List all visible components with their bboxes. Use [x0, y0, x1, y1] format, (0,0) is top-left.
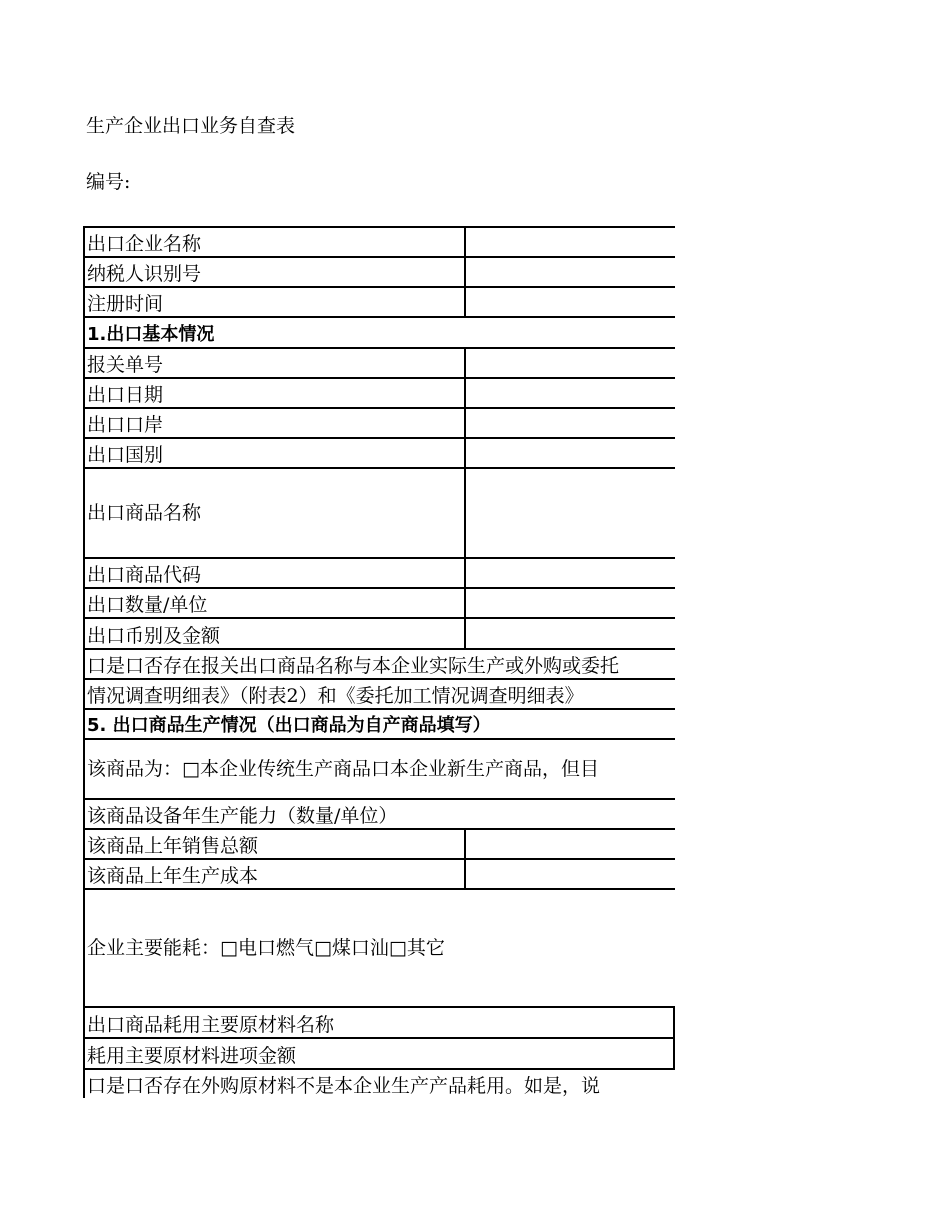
row-currency-amount	[85, 619, 675, 650]
section-production	[85, 710, 675, 740]
currency-amount-field[interactable]	[464, 619, 675, 648]
row-export-port	[85, 409, 675, 439]
product-type-options[interactable]: 该商品为：□本企业传统生产商品口本企业新生产商品，但目	[87, 758, 599, 780]
self-check-form-table	[83, 226, 675, 1098]
row-energy-consumption	[85, 890, 675, 1008]
company-name-label: 出口企业名称	[87, 233, 202, 255]
row-attachment-reference	[85, 680, 675, 710]
attachment-reference-text: 情况调查明细表》（附表2）和《委托加工情况调查明细表》	[87, 685, 584, 707]
row-product-name	[85, 469, 675, 559]
raw-material-check-text: 口是口否存在外购原材料不是本企业生产产品耗用。如是，说	[87, 1075, 601, 1097]
export-country-label: 出口国别	[87, 444, 164, 466]
declaration-number-label: 报关单号	[87, 354, 164, 376]
name-mismatch-check-text: 口是口否存在报关出口商品名称与本企业实际生产或外购或委托	[87, 655, 620, 677]
last-year-sales-label: 该商品上年销售总额	[87, 835, 259, 857]
production-capacity-label: 该商品设备年生产能力（数量/单位）	[87, 805, 398, 827]
row-quantity-unit	[85, 589, 675, 619]
row-company-name	[85, 228, 675, 258]
last-year-cost-label: 该商品上年生产成本	[87, 865, 259, 887]
raw-material-amount-label: 耗用主要原材料进项金额	[87, 1045, 297, 1067]
currency-amount-label: 出口币别及金额	[87, 625, 221, 647]
last-year-sales-field[interactable]	[464, 830, 675, 858]
row-product-type	[85, 740, 675, 800]
export-port-label: 出口口岸	[87, 414, 164, 436]
row-product-code	[85, 559, 675, 589]
section-export-basics	[85, 318, 675, 349]
row-taxpayer-id	[85, 258, 675, 288]
row-raw-material-name	[85, 1008, 675, 1039]
last-year-cost-field[interactable]	[464, 860, 675, 888]
row-name-mismatch-check	[85, 650, 675, 680]
row-production-capacity	[85, 800, 675, 830]
export-date-field[interactable]	[464, 379, 675, 407]
product-code-label: 出口商品代码	[87, 564, 202, 586]
section-export-basics-heading: 1.出口基本情况	[87, 324, 215, 345]
registration-time-label: 注册时间	[87, 293, 164, 315]
row-export-date	[85, 379, 675, 409]
row-registration-time	[85, 288, 675, 318]
raw-material-name-label: 出口商品耗用主要原材料名称	[87, 1014, 335, 1036]
section-production-heading: 5. 出口商品生产情况（出口商品为自产商品填写）	[87, 715, 491, 736]
serial-number-label: 编号:	[86, 171, 131, 193]
row-last-year-sales	[85, 830, 675, 860]
registration-time-field[interactable]	[464, 288, 675, 316]
company-name-field[interactable]	[464, 228, 675, 256]
quantity-unit-field[interactable]	[464, 589, 675, 617]
export-port-field[interactable]	[464, 409, 675, 437]
row-last-year-cost	[85, 860, 675, 890]
energy-consumption-options[interactable]: 企业主要能耗：□电口燃气□煤口汕□其它	[87, 937, 445, 959]
quantity-unit-label: 出口数量/单位	[87, 594, 208, 616]
row-export-country	[85, 439, 675, 469]
export-country-field[interactable]	[464, 439, 675, 467]
row-declaration-number	[85, 349, 675, 379]
product-name-label: 出口商品名称	[87, 502, 202, 524]
export-date-label: 出口日期	[87, 384, 164, 406]
row-raw-material-check	[85, 1070, 675, 1098]
taxpayer-id-label: 纳税人识别号	[87, 263, 202, 285]
row-raw-material-amount	[85, 1039, 675, 1070]
product-name-field[interactable]	[464, 469, 675, 557]
taxpayer-id-field[interactable]	[464, 258, 675, 286]
declaration-number-field[interactable]	[464, 349, 675, 377]
product-code-field[interactable]	[464, 559, 675, 587]
form-title: 生产企业出口业务自查表	[86, 115, 296, 137]
